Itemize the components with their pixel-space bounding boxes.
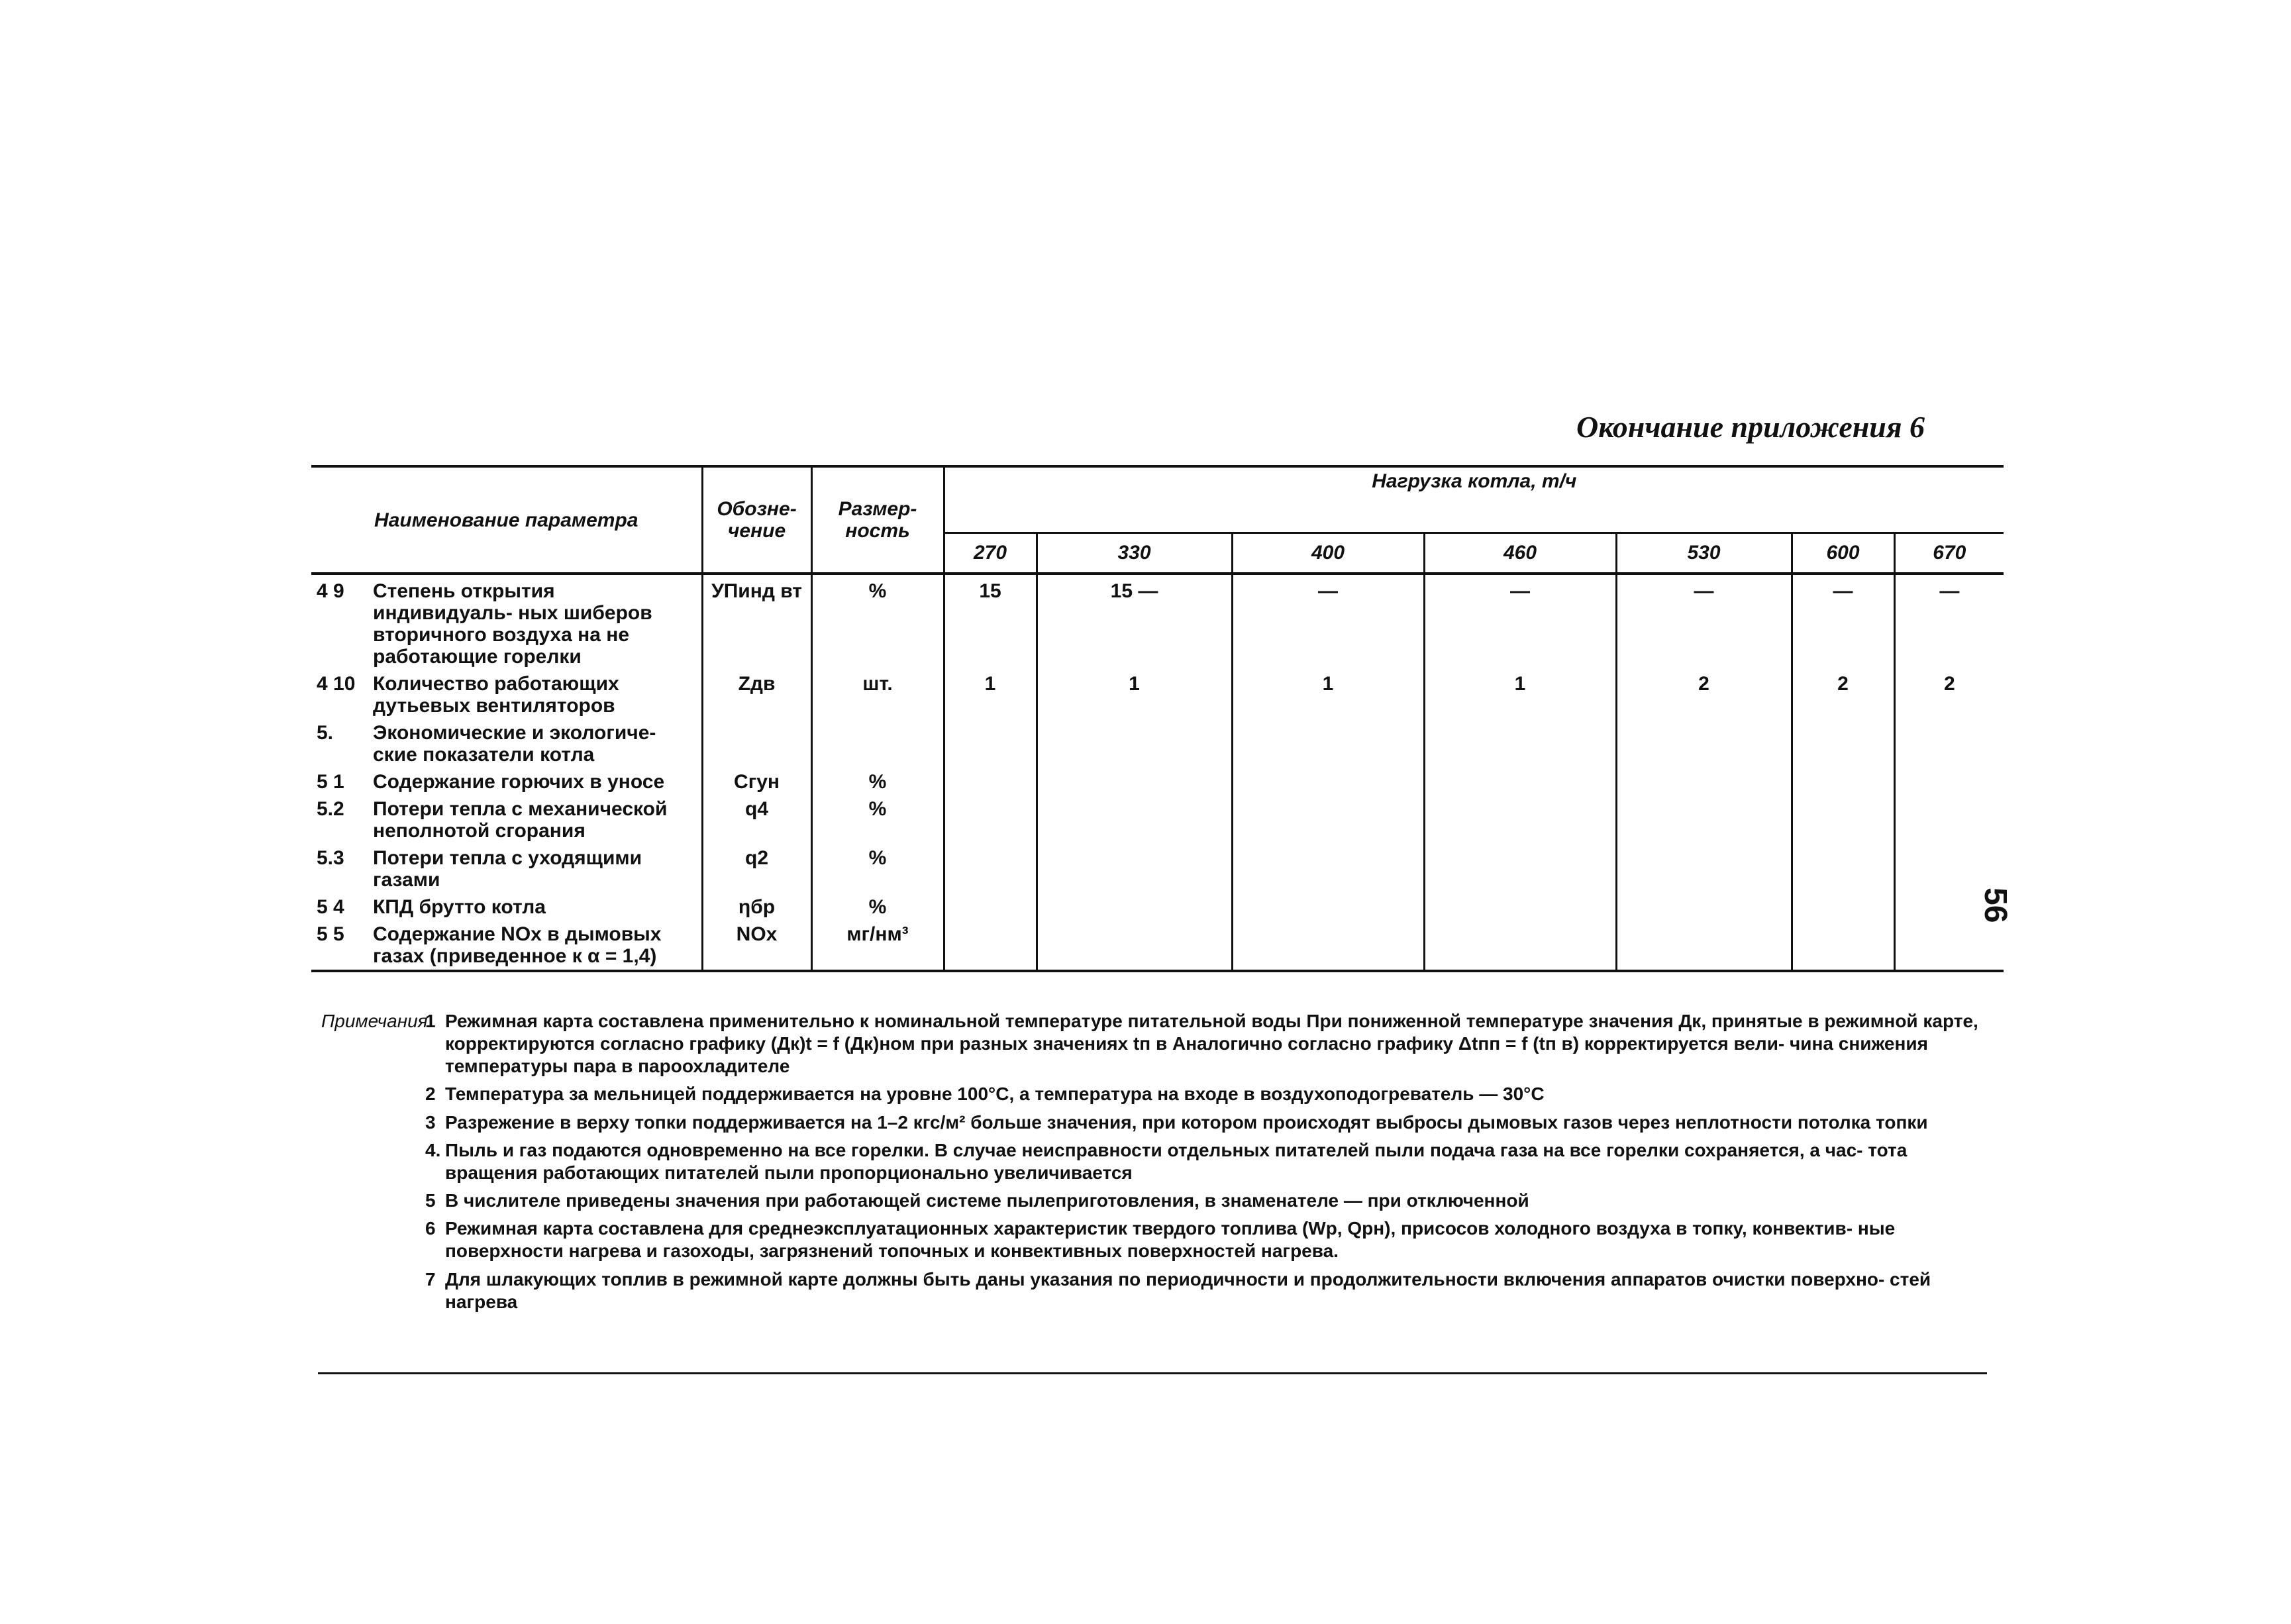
- table-row: [311, 768, 2004, 795]
- row-name: Степень открытия индивидуаль- ных шиберов вторичного воздуха на не работающие горелки: [373, 580, 652, 668]
- row-symbol: [702, 719, 811, 768]
- note-item: [321, 1268, 1984, 1313]
- row-value: —: [1424, 574, 1616, 670]
- table-row: [311, 921, 2004, 971]
- row-number: 5 4: [317, 896, 344, 918]
- note-item: [321, 1139, 1984, 1184]
- appendix-caption: Окончание приложения 6: [1576, 410, 1925, 444]
- row-value: 2: [1616, 670, 1792, 719]
- row-value: [944, 844, 1037, 893]
- row-symbol: УПинд вт: [702, 574, 811, 670]
- row-value: [1616, 795, 1792, 844]
- row-value: [1424, 893, 1616, 921]
- row-value: [1037, 893, 1232, 921]
- header-load-600: 600: [1792, 533, 1894, 574]
- row-value: [1424, 719, 1616, 768]
- row-value: [944, 768, 1037, 795]
- row-value: 1: [1424, 670, 1616, 719]
- row-value: [1894, 768, 2004, 795]
- row-value: [1232, 844, 1424, 893]
- row-unit: %: [811, 844, 944, 893]
- note-text: В числителе приведены значения при работающей системе пылеприготовления, в знаменателе — при отключенной: [445, 1190, 1529, 1211]
- row-value: [1424, 844, 1616, 893]
- row-unit: %: [811, 893, 944, 921]
- row-value: [1616, 719, 1792, 768]
- row-number: 5 5: [317, 923, 344, 945]
- row-value: [1792, 844, 1894, 893]
- header-load-530: 530: [1616, 533, 1792, 574]
- header-unit: Размер- ность: [811, 466, 944, 574]
- row-name: Содержание горючих в уносе: [373, 771, 665, 793]
- row-value: [1894, 719, 2004, 768]
- header-symbol: Обозне- чение: [702, 466, 811, 574]
- row-value: [1424, 768, 1616, 795]
- note-number: 6: [425, 1218, 436, 1239]
- row-value: [1792, 921, 1894, 971]
- row-value: [944, 921, 1037, 971]
- table-row: [311, 574, 2004, 670]
- page-number: 56: [1978, 888, 2013, 923]
- note-text: Режимная карта составлена для среднеэксплуатационных характеристик твердого топлива (Wр, Qрн), присосов холодного воздуха в топку, конвектив- ные поверхности нагрева и газоходы, загрязнений топочных и конвективных поверхностей нагрева.: [445, 1218, 1896, 1262]
- table-row: [311, 719, 2004, 768]
- row-value: [1792, 719, 1894, 768]
- row-value: [1792, 795, 1894, 844]
- note-text: Температура за мельницей поддерживается на уровне 100°С, а температура на входе в воздухоподогреватель — 30°С: [445, 1084, 1545, 1105]
- row-name: Экономические и экологиче- ские показатели котла: [373, 722, 656, 766]
- header-load-670: 670: [1894, 533, 2004, 574]
- row-value: [1894, 795, 2004, 844]
- row-number: 5 1: [317, 771, 344, 793]
- notes-label: Примечания: [321, 1011, 428, 1031]
- note-item: [321, 1010, 1984, 1078]
- note-text: Для шлакующих топлив в режимной карте должны быть даны указания по периодичности и продолжительности включения аппаратов очистки поверхно- стей нагрева: [445, 1268, 1931, 1312]
- note-text: Пыль и газ подаются одновременно на все горелки. В случае неисправности отдельных питателей пыли подача газа на все горелки сохраняется, а час- тота вращения работающих питателей пыли пропорционально увеличивается: [445, 1139, 1908, 1183]
- boiler-mode-table: [311, 465, 2004, 972]
- row-symbol: Zдв: [702, 670, 811, 719]
- row-value: [1037, 719, 1232, 768]
- row-value: 15 —: [1037, 574, 1232, 670]
- note-number: 5: [425, 1190, 436, 1211]
- row-name: Содержание NOx в дымовых газах (приведенное к α = 1,4): [373, 923, 662, 967]
- note-number: 7: [425, 1268, 436, 1290]
- bottom-rule: [318, 1372, 1987, 1374]
- row-value: [1424, 921, 1616, 971]
- row-number: 4 10: [317, 673, 356, 695]
- note-text: Разрежение в верху топки поддерживается на 1–2 кгс/м² больше значения, при котором происходят выбросы дымовых газов через неплотности потолка топки: [445, 1111, 1928, 1133]
- row-unit: мг/нм³: [811, 921, 944, 971]
- row-number: 4 9: [317, 580, 344, 602]
- row-value: [1894, 844, 2004, 893]
- row-unit: [811, 719, 944, 768]
- row-symbol: ηбр: [702, 893, 811, 921]
- row-value: [1424, 795, 1616, 844]
- note-text: Режимная карта составлена применительно к номинальной температуре питательной воды При пониженной температуре значения Дк, принятые в режимной карте, корректируются согласно графику (Дк)t = f (Дк)ном при разных значениях tп в Аналогично согласно графику Δtпп = f (tп в) корректируется вели- чина снижения температуры пара в пароохладителе: [445, 1011, 1978, 1077]
- row-value: [1037, 768, 1232, 795]
- row-value: [1894, 921, 2004, 971]
- header-load: Нагрузка котла, т/ч: [944, 466, 2004, 533]
- header-name: Наименование параметра: [311, 466, 702, 574]
- row-unit: %: [811, 795, 944, 844]
- note-item: [321, 1083, 1984, 1105]
- table-row: [311, 844, 2004, 893]
- row-name: Количество работающих дутьевых вентиляторов: [373, 673, 619, 717]
- note-number: 4.: [425, 1139, 441, 1160]
- row-value: [1232, 719, 1424, 768]
- row-value: [1232, 893, 1424, 921]
- row-value: [1616, 893, 1792, 921]
- row-value: [1616, 921, 1792, 971]
- row-value: [1232, 921, 1424, 971]
- row-value: [1037, 921, 1232, 971]
- row-value: 1: [944, 670, 1037, 719]
- header-load-460: 460: [1424, 533, 1616, 574]
- row-value: 1: [1232, 670, 1424, 719]
- row-value: 1: [1037, 670, 1232, 719]
- row-value: [1037, 795, 1232, 844]
- header-load-270: 270: [944, 533, 1037, 574]
- note-number: 3: [425, 1111, 436, 1133]
- row-value: [1037, 844, 1232, 893]
- row-value: 2: [1894, 670, 2004, 719]
- notes-section: [321, 1010, 1984, 1319]
- table-row: [311, 893, 2004, 921]
- note-item: [321, 1190, 1984, 1212]
- note-number: 2: [425, 1084, 436, 1105]
- row-value: —: [1894, 574, 2004, 670]
- row-unit: %: [811, 768, 944, 795]
- row-value: [1894, 893, 2004, 921]
- row-value: —: [1616, 574, 1792, 670]
- table-row: [311, 670, 2004, 719]
- row-value: —: [1232, 574, 1424, 670]
- row-value: 15: [944, 574, 1037, 670]
- row-symbol: NOx: [702, 921, 811, 971]
- row-unit: %: [811, 574, 944, 670]
- row-value: [1616, 768, 1792, 795]
- header-load-400: 400: [1232, 533, 1424, 574]
- row-number: 5.: [317, 722, 334, 744]
- row-value: [944, 719, 1037, 768]
- note-item: [321, 1217, 1984, 1262]
- row-unit: шт.: [811, 670, 944, 719]
- row-symbol: Cгун: [702, 768, 811, 795]
- row-value: [1792, 768, 1894, 795]
- row-number: 5.2: [317, 798, 344, 820]
- row-symbol: q4: [702, 795, 811, 844]
- header-load-330: 330: [1037, 533, 1232, 574]
- row-symbol: q2: [702, 844, 811, 893]
- table-row: [311, 795, 2004, 844]
- row-value: 2: [1792, 670, 1894, 719]
- row-value: [944, 893, 1037, 921]
- row-value: [1232, 768, 1424, 795]
- row-name: Потери тепла с уходящими газами: [373, 847, 642, 891]
- row-value: [1232, 795, 1424, 844]
- row-value: [1792, 893, 1894, 921]
- row-name: КПД брутто котла: [373, 896, 546, 918]
- row-name: Потери тепла с механической неполнотой сгорания: [373, 798, 668, 842]
- row-value: —: [1792, 574, 1894, 670]
- row-value: [1616, 844, 1792, 893]
- note-item: [321, 1111, 1984, 1134]
- note-number: 1: [425, 1011, 436, 1031]
- row-number: 5.3: [317, 847, 344, 869]
- row-value: [944, 795, 1037, 844]
